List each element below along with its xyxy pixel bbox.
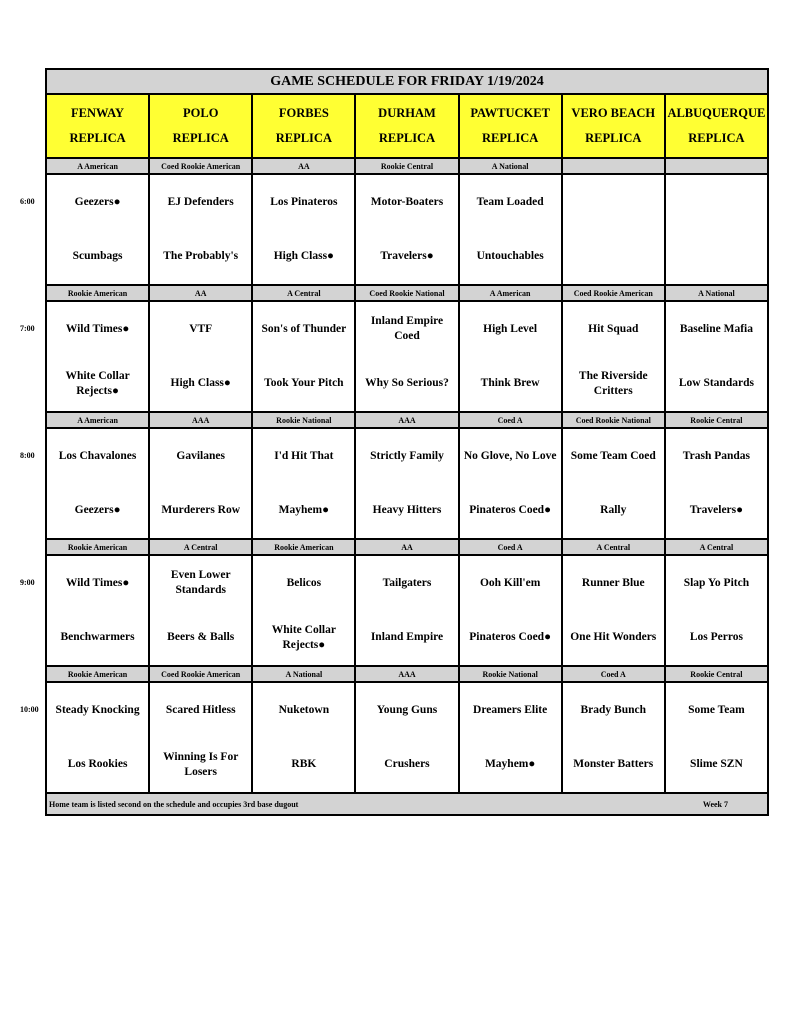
away-team: Scared Hitless	[165, 703, 236, 716]
away-team: Son's of Thunder	[261, 322, 347, 335]
away-team: Slap Yo Pitch	[683, 576, 750, 589]
away-team: Some Team Coed	[570, 449, 656, 462]
game-cell	[563, 175, 666, 284]
field-header	[253, 95, 356, 157]
game-cell	[253, 556, 356, 665]
home-team: Why So Serious?	[365, 377, 449, 390]
away-team: Strictly Family	[370, 449, 444, 462]
home-team	[666, 230, 767, 285]
away-team: Nuketown	[278, 703, 330, 716]
division-label: AAA	[356, 413, 459, 427]
field-header	[563, 95, 666, 157]
game-cell	[356, 556, 459, 665]
division-label: AAA	[356, 667, 459, 681]
game-cell	[47, 556, 150, 665]
game-cell	[666, 302, 767, 411]
game-cell	[563, 683, 666, 792]
game-cell	[460, 175, 563, 284]
home-team: Took Your Pitch	[264, 377, 344, 390]
division-label: A Central	[699, 542, 734, 552]
field-header	[47, 95, 150, 157]
division-label: AA	[150, 286, 253, 300]
game-cell	[356, 683, 459, 792]
schedule-table	[45, 68, 769, 816]
division-row	[47, 665, 767, 683]
field-name: ALBUQUERQUE	[667, 106, 766, 120]
division-label: Coed Rookie American	[563, 286, 666, 300]
game-cell	[356, 175, 459, 284]
away-team: Baseline Mafia	[679, 322, 753, 335]
game-cell	[47, 175, 150, 284]
away-team: Steady Knocking	[55, 703, 140, 716]
away-team: Wild Times●	[65, 576, 130, 589]
division-label: Coed Rookie American	[150, 667, 253, 681]
division-label	[563, 159, 666, 173]
game-cell	[253, 302, 356, 411]
game-cell	[460, 556, 563, 665]
division-label: A American	[47, 413, 150, 427]
home-team: Monster Batters	[573, 758, 654, 771]
division-row	[47, 284, 767, 302]
division-label: Rookie Central	[356, 159, 459, 173]
game-cell	[253, 429, 356, 538]
away-team: Even Lower Standards	[170, 569, 231, 597]
away-team: VTF	[189, 322, 213, 335]
game-row	[47, 302, 767, 411]
division-label: Coed A	[563, 667, 666, 681]
game-cell	[563, 302, 666, 411]
game-cell	[150, 175, 253, 284]
division-row	[47, 538, 767, 556]
away-team: Young Guns	[376, 703, 438, 716]
division-label: A Central	[150, 540, 253, 554]
schedule-title: GAME SCHEDULE FOR FRIDAY 1/19/2024	[47, 70, 767, 95]
division-label: Rookie Central	[690, 669, 743, 679]
home-team: Low Standards	[678, 377, 754, 390]
field-name: FORBES	[278, 106, 329, 120]
home-team: White Collar Rejects●	[65, 369, 130, 397]
home-team: Murderers Row	[161, 504, 241, 517]
home-team: RBK	[291, 758, 317, 771]
home-team: Crushers	[384, 758, 430, 771]
away-team: Runner Blue	[581, 576, 645, 589]
time-slot-label: 9:00	[20, 578, 35, 587]
time-slot-label: 6:00	[20, 197, 35, 206]
game-cell	[253, 683, 356, 792]
game-row	[47, 175, 767, 284]
field-name: VERO BEACH	[571, 106, 656, 120]
division-label: Rookie National	[460, 667, 563, 681]
division-label: Coed A	[460, 413, 563, 427]
game-cell	[150, 302, 253, 411]
field-name: DURHAM	[378, 106, 436, 120]
division-label: Rookie National	[253, 413, 356, 427]
home-team: High Class●	[170, 377, 231, 390]
division-label: AAA	[150, 413, 253, 427]
home-team: One Hit Wonders	[570, 631, 657, 644]
home-team: Inland Empire	[370, 631, 444, 644]
away-team: I'd Hit That	[274, 449, 334, 462]
field-name: POLO	[183, 106, 219, 120]
division-label: A National	[460, 159, 563, 173]
game-cell	[460, 683, 563, 792]
home-team: The Riverside Critters	[578, 369, 648, 397]
division-label: A American	[460, 286, 563, 300]
home-team: Beers & Balls	[167, 631, 235, 644]
home-team: White Collar Rejects●	[271, 623, 336, 651]
division-label: A Central	[563, 540, 666, 554]
schedule-footer	[47, 792, 767, 814]
away-team: No Glove, No Love	[463, 449, 557, 462]
away-team: Some Team	[688, 703, 745, 716]
home-team: The Probably's	[163, 250, 239, 263]
field-subtitle: REPLICA	[688, 131, 745, 145]
home-team: Think Brew	[480, 377, 540, 390]
away-team: Team Loaded	[476, 195, 544, 208]
away-team: Gavilanes	[176, 449, 225, 462]
home-team: Mayhem●	[278, 504, 330, 517]
field-header	[150, 95, 253, 157]
home-team: Rally	[600, 504, 627, 517]
division-label: A National	[698, 288, 735, 298]
game-cell	[150, 429, 253, 538]
time-slot-label: 8:00	[20, 451, 35, 460]
game-cell	[563, 556, 666, 665]
division-label: AA	[253, 159, 356, 173]
division-label: Rookie Central	[690, 415, 743, 425]
game-cell	[563, 429, 666, 538]
home-team: Scumbags	[72, 250, 123, 263]
division-label: AA	[356, 540, 459, 554]
home-team: Geezers●	[74, 504, 121, 517]
field-name: FENWAY	[71, 106, 125, 120]
field-header	[356, 95, 459, 157]
game-cell	[47, 302, 150, 411]
game-cell	[666, 429, 767, 538]
game-cell	[150, 683, 253, 792]
away-team: Ooh Kill'em	[479, 576, 541, 589]
division-label: Rookie American	[253, 540, 356, 554]
home-team: Travelers●	[380, 250, 434, 263]
away-team: High Level	[483, 322, 538, 335]
home-team: High Class●	[273, 250, 334, 263]
home-team: Los Rookies	[67, 758, 128, 771]
division-label: Coed A	[460, 540, 563, 554]
away-team: Los Pinateros	[270, 195, 338, 208]
week-label: Week 7	[702, 799, 728, 809]
game-cell	[356, 429, 459, 538]
away-team: Brady Bunch	[580, 703, 647, 716]
home-team: Pinateros Coed●	[469, 631, 552, 644]
field-header-row	[47, 95, 767, 157]
game-cell	[47, 429, 150, 538]
home-team: Benchwarmers	[60, 631, 135, 644]
home-team: Heavy Hitters	[372, 504, 442, 517]
away-team: Belicos	[286, 576, 322, 589]
home-team	[563, 230, 664, 285]
game-cell	[356, 302, 459, 411]
home-team: Pinateros Coed●	[469, 504, 552, 517]
home-team-note: Home team is listed second on the schedule and occupies 3rd base dugout	[49, 799, 299, 809]
game-cell	[150, 556, 253, 665]
division-label: Coed Rookie National	[356, 286, 459, 300]
division-label: A Central	[253, 286, 356, 300]
field-subtitle: REPLICA	[69, 131, 126, 145]
division-label: A National	[253, 667, 356, 681]
away-team	[666, 175, 767, 230]
away-team: Wild Times●	[65, 322, 130, 335]
field-header	[460, 95, 563, 157]
division-row	[47, 411, 767, 429]
game-cell	[666, 175, 767, 284]
division-row	[47, 157, 767, 175]
game-cell	[460, 302, 563, 411]
away-team: Dreamers Elite	[473, 703, 548, 716]
away-team: Tailgaters	[382, 576, 432, 589]
home-team: Slime SZN	[690, 758, 743, 771]
game-row	[47, 556, 767, 665]
field-subtitle: REPLICA	[172, 131, 229, 145]
game-row	[47, 683, 767, 792]
home-team: Untouchables	[476, 250, 544, 263]
division-label: Rookie American	[47, 540, 150, 554]
division-label	[666, 159, 767, 173]
away-team: Motor-Boaters	[370, 195, 444, 208]
division-label: Rookie American	[47, 286, 150, 300]
division-label: Rookie American	[47, 667, 150, 681]
home-team: Los Perros	[689, 631, 743, 644]
game-cell	[47, 683, 150, 792]
field-name: PAWTUCKET	[470, 106, 550, 120]
away-team: Inland Empire Coed	[370, 315, 444, 343]
field-subtitle: REPLICA	[585, 131, 642, 145]
game-row	[47, 429, 767, 538]
home-team: Winning Is For Losers	[163, 750, 239, 778]
away-team	[563, 175, 664, 230]
division-label: Coed Rookie National	[563, 413, 666, 427]
game-cell	[460, 429, 563, 538]
time-slot-label: 10:00	[20, 705, 39, 714]
away-team: Geezers●	[74, 195, 121, 208]
division-label: A American	[47, 159, 150, 173]
away-team: Los Chavalones	[58, 449, 137, 462]
away-team: Trash Pandas	[682, 449, 751, 462]
field-subtitle: REPLICA	[378, 131, 436, 145]
time-slot-label: 7:00	[20, 324, 35, 333]
field-subtitle: REPLICA	[275, 131, 332, 145]
game-cell	[666, 683, 767, 792]
game-cell	[253, 175, 356, 284]
away-team: EJ Defenders	[167, 195, 234, 208]
division-label: Coed Rookie American	[150, 159, 253, 173]
home-team: Travelers●	[689, 504, 744, 517]
away-team: Hit Squad	[588, 322, 639, 335]
game-cell	[666, 556, 767, 665]
field-subtitle: REPLICA	[482, 131, 539, 145]
home-team: Mayhem●	[484, 758, 536, 771]
field-header	[666, 95, 767, 157]
